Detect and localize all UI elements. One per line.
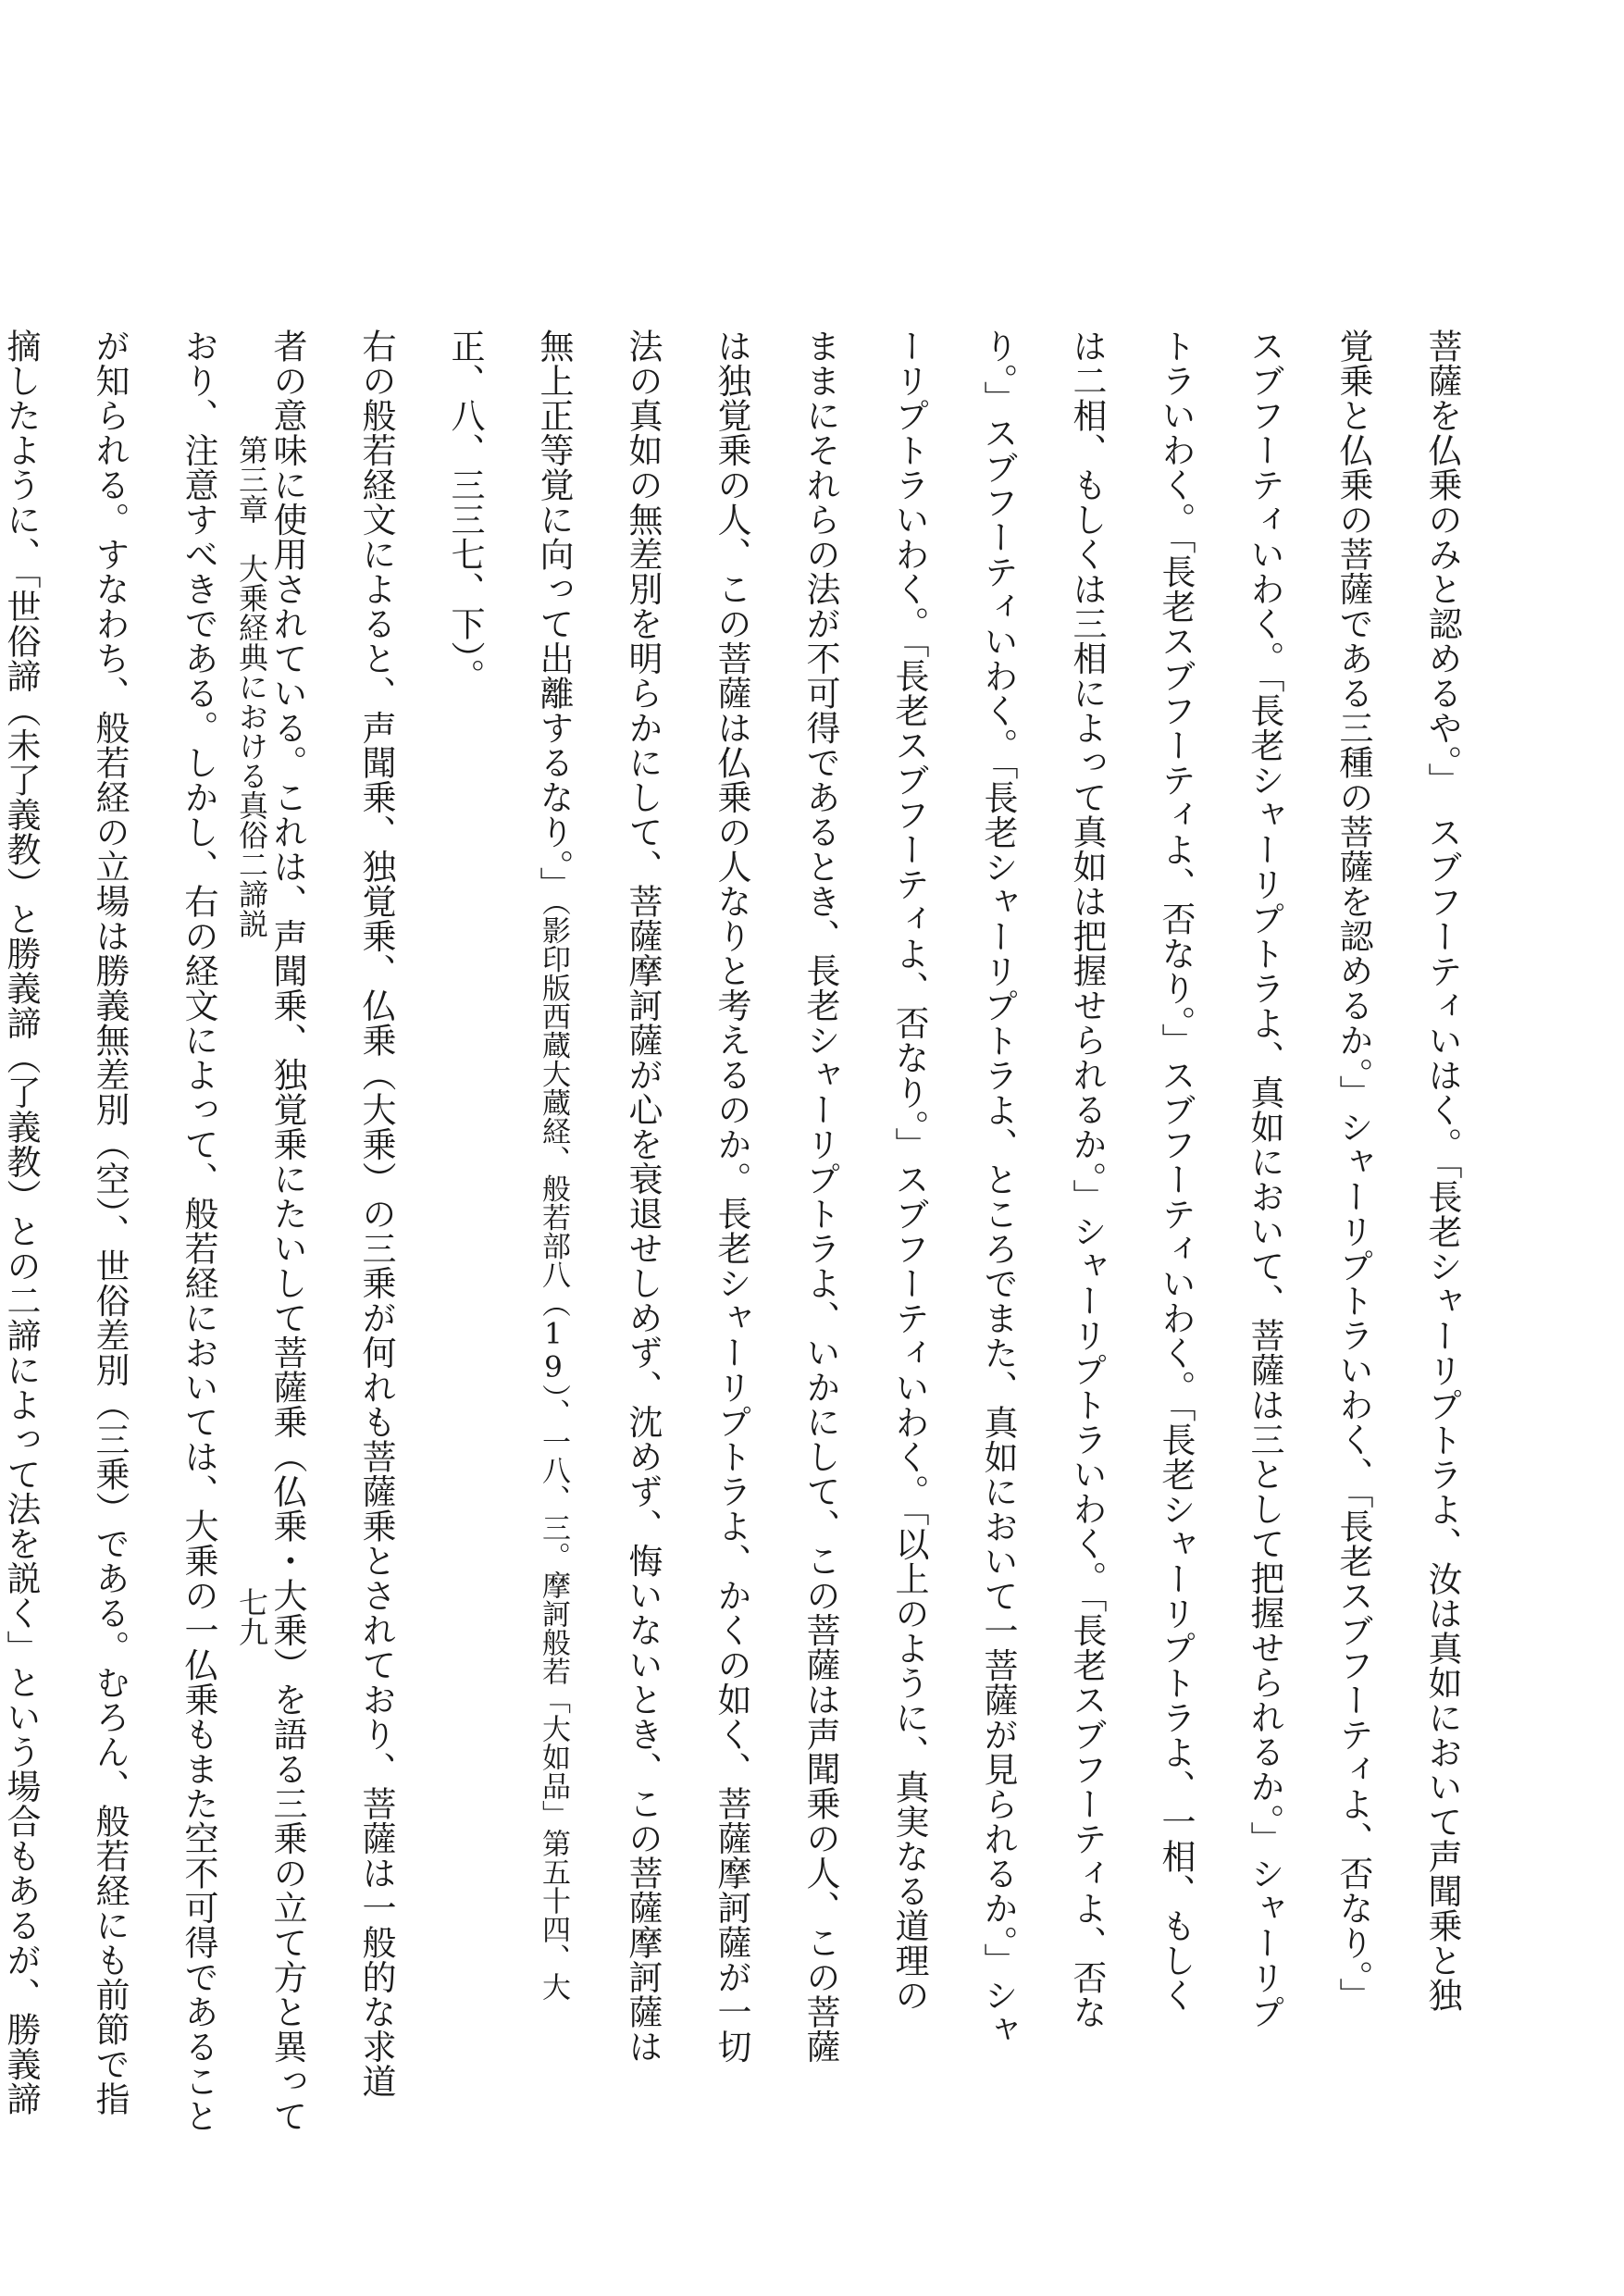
text-column-14: 者の意味に使用されている。これは、声聞乗、独覚乗にたいして菩薩乗（仏乗・大乗）を語る三乗の立て方と異って: [267, 329, 307, 2133]
text-column-13: 右の般若経文によると、声聞乗、独覚乗、仏乗（大乗）の三乗が何れも菩薩乗とされており、菩薩は一般的な求道: [356, 329, 396, 2099]
citation-text: （影印版西蔵大蔵経、般若部八（19）、一八、三。摩訶般若「大如品」第五十四、大: [537, 901, 570, 2001]
text-column-3: スブフーティいわく。「長老シャーリプトラよ、真如において、菩薩は三として把握せられるか。」シャーリプ: [1245, 329, 1284, 2029]
text-column-5: は二相、もしくは三相によって真如は把握せられるか。」シャーリプトラいわく。「長老スブフーティよ、否な: [1067, 329, 1107, 2029]
text-column-2: 覚乗と仏乗の菩薩である三種の菩薩を認めるか。」シャーリプトラいわく、「長老スブフーティよ、否なり。」: [1333, 329, 1373, 2013]
text-column-11: [509, 329, 598, 2142]
text-column-6: り。」スブフーティいわく。「長老シャーリプトラよ、ところでまた、真如において一菩薩が見られるか。」シャ: [978, 329, 1018, 2047]
text-column-8: ままにそれらの法が不可得であるとき、長老シャーリプトラよ、いかにして、この菩薩は声聞乗の人、この菩薩: [800, 329, 840, 2064]
text-column-12: 正、八、三三七、下）。: [445, 329, 485, 693]
text-column-10: 法の真如の無差別を明らかにして、菩薩摩訶薩が心を衰退せしめず、沈めず、悔いないとき、この菩薩摩訶薩は: [623, 329, 663, 2064]
text-column-4: トラいわく。「長老スブフーティよ、否なり。」スブフーティいわく。「長老シャーリプトラよ、一相、もしく: [1156, 329, 1196, 2013]
text-column-1: 菩薩を仏乗のみと認めるや。」 スブフーティいはく。「長老シャーリプトラよ、汝は真如において声聞乗と独: [1422, 329, 1462, 2013]
text-column-7: ーリプトラいわく。「長老スブフーティよ、否なり。」スブフーティいわく。「以上のように、真実なる道理の: [889, 329, 929, 2013]
page-number: 七九: [234, 1587, 269, 1646]
quote-end-text: 無上正等覚に向って出離するなり。」: [534, 329, 574, 901]
text-column-16: が知られる。すなわち、般若経の立場は勝義無差別（空）、世俗差別（三乗）である。むろん、般若経にも前節で指: [90, 329, 130, 2116]
text-column-15: おり、注意すべきである。しかし、右の経文によって、般若経においては、大乗の一仏乗もまた空不可得であること: [179, 329, 218, 2133]
text-column-17: 摘したように、「世俗諦（未了義教）と勝義諦（了義教）との二諦によって法を説く」という場合もあるが、勝義諦: [1, 329, 41, 2116]
text-column-9: は独覚乗の人、この菩薩は仏乗の人なりと考えるのか。長老シャーリプトラよ、かくの如く、菩薩摩訶薩が一切: [712, 329, 751, 2064]
running-head: 第三章 大乗経典における真俗二諦説: [234, 435, 269, 938]
